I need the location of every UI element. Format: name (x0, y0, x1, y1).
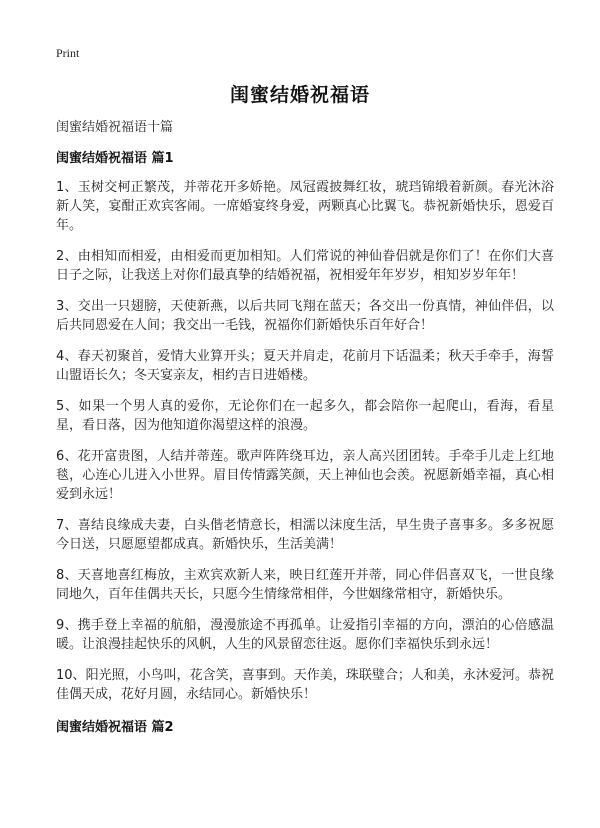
document-subtitle: 闺蜜结婚祝福语十篇 (56, 120, 174, 135)
paragraph-10: 10、阳光照，小鸟叫，花含笑，喜事到。天作美，珠联璧合；人和美，永沐爱河。恭祝佳偶天成，花好月圆，永结同心。新婚快乐！ (56, 668, 554, 702)
paragraph-1: 1、玉树交柯正繁茂，并蒂花开多娇艳。凤冠霞披舞红妆，琥珰锦缎着新颜。春光沐浴新人笑，宴酣正欢宾客闹。一席婚宴终身爱，两颗真心比翼飞。恭祝新婚快乐，恩爱百年。 (56, 180, 554, 233)
paragraph-2: 2、由相知而相爱，由相爱而更加相知。人们常说的神仙眷侣就是你们了！在你们大喜日子之际，让我送上对你们最真挚的结婚祝福，祝相爱年年岁岁，相知岁岁年年！ (56, 249, 554, 283)
paragraph-5: 5、如果一个男人真的爱你，无论你们在一起多久，都会陪你一起爬山，看海，看星星，看日落，因为他知道你渴望这样的浪漫。 (56, 399, 554, 433)
section-heading-2: 闺蜜结婚祝福语 篇2 (56, 720, 174, 735)
print-link[interactable]: Print (56, 46, 80, 60)
paragraph-3: 3、交出一只翅膀，天使新燕，以后共同飞翔在蓝天；各交出一份真情，神仙伴侣，以后共同恩爱在人间；我交出一毛钱，祝福你们新婚快乐百年好合！ (56, 299, 554, 333)
paragraph-4: 4、春天初聚首，爱情大业算开头；夏天并肩走，花前月下话温柔；秋天手牵手，海誓山盟语长久；冬天宴亲友，相约吉日进婚楼。 (56, 349, 554, 383)
paragraph-8: 8、天喜地喜红梅放，主欢宾欢新人来，映日红莲开并蒂，同心伴侣喜双飞，一世良缘同地久，百年佳偶共天长，只愿今生情缘常相伴，今世姻缘常相守，新婚快乐。 (56, 568, 554, 602)
section-heading-1: 闺蜜结婚祝福语 篇1 (56, 151, 174, 166)
document-body (56, 118, 554, 747)
page-title: 闺蜜结婚祝福语 (229, 84, 370, 106)
paragraph-6: 6、花开富贵图，人结并蒂莲。歌声阵阵绕耳边，亲人高兴团团转。手牵手儿走上红地毯，心连心儿进入小世界。眉目传情露笑颜，天上神仙也会羡。祝愿新婚幸福，真心相爱到永远！ (56, 449, 554, 502)
paragraph-9: 9、携手登上幸福的航船，漫漫旅途不再孤单。让爱指引幸福的方向，漂泊的心倍感温暖。让浪漫挂起快乐的风帆，人生的风景留恋往返。愿你们幸福快乐到永远！ (56, 618, 554, 652)
paragraph-7: 7、喜结良缘成夫妻，白头偕老情意长，相濡以沫度生活，早生贵子喜事多。多多祝愿今日送，只愿愿望都成真。新婚快乐，生活美满！ (56, 518, 554, 552)
